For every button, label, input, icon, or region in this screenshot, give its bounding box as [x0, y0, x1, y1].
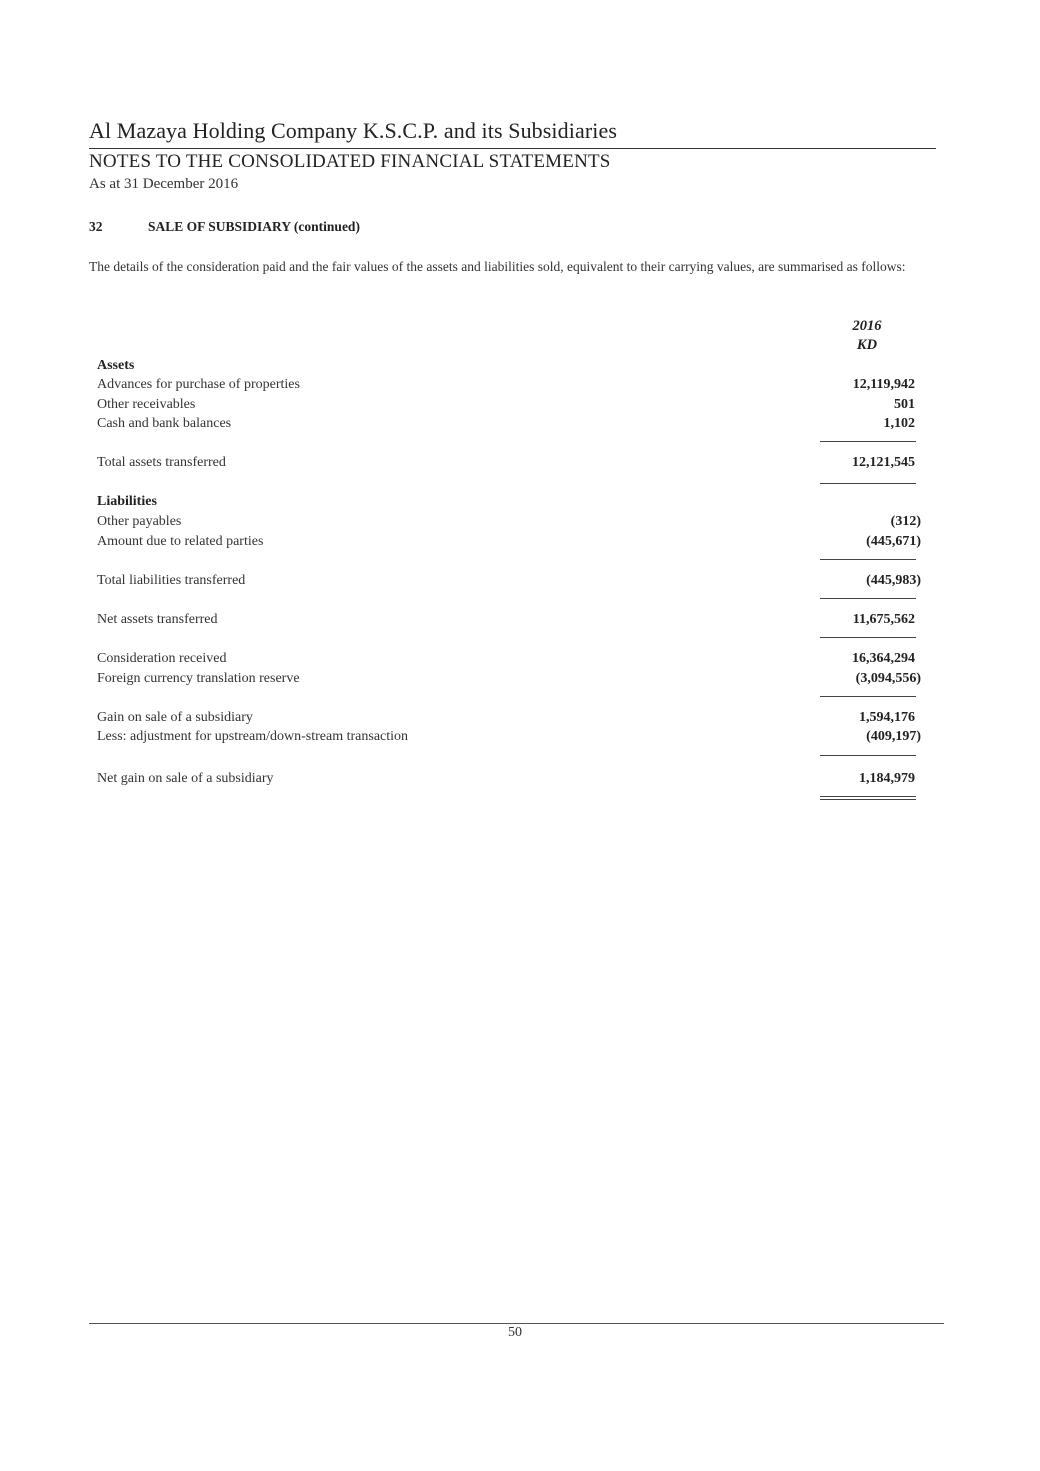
total-row: [97, 453, 927, 472]
row-label: Cash and bank balances: [97, 416, 232, 431]
note-title: SALE OF SUBSIDIARY (continued): [148, 219, 360, 234]
row-value: 11,675,562: [852, 612, 915, 627]
row-value: (445,983): [866, 573, 921, 588]
grand-total-double-rule: [820, 796, 916, 800]
table-row: [97, 649, 927, 668]
row-label: Other receivables: [97, 397, 196, 412]
liabilities-heading-row: [97, 492, 927, 511]
row-value: 1,102: [883, 416, 915, 431]
row-label: Total assets transferred: [97, 455, 226, 470]
table-row: [97, 532, 927, 551]
assets-heading-row: [97, 356, 927, 375]
table-row: [97, 414, 927, 433]
subtotal-rule: [820, 559, 916, 560]
subtotal-rule: [820, 441, 916, 442]
row-value: (445,671): [866, 534, 921, 549]
row-value: 12,121,545: [852, 455, 915, 470]
note-number: 32: [89, 219, 103, 234]
note-heading: [89, 219, 360, 235]
row-value: 501: [894, 397, 915, 412]
table-row: [97, 395, 927, 414]
subtotal-rule: [820, 637, 916, 638]
footer-rule: [89, 1323, 944, 1324]
row-value: (312): [890, 514, 921, 529]
subtotal-rule: [820, 696, 916, 697]
row-label: Less: adjustment for upstream/down-stream transaction: [97, 729, 409, 744]
row-label: Gain on sale of a subsidiary: [97, 710, 253, 725]
liabilities-heading: Liabilities: [97, 494, 157, 509]
company-title: Al Mazaya Holding Company K.S.C.P. and its Subsidiaries: [89, 118, 617, 143]
total-row: [97, 610, 927, 629]
subtotal-rule: [820, 755, 916, 756]
total-row: [97, 571, 927, 590]
intro-paragraph: The details of the consideration paid and the fair values of the assets and liabilities sold, equivalent to their carrying values, are summarised as follows:: [89, 259, 906, 274]
notes-title: NOTES TO THE CONSOLIDATED FINANCIAL STATEMENTS: [89, 151, 611, 172]
table-row: [97, 669, 927, 688]
table-row: [97, 512, 927, 531]
column-year: 2016: [852, 318, 882, 334]
row-value: (409,197): [866, 729, 921, 744]
row-label: Total liabilities transferred: [97, 573, 246, 588]
row-value: 1,184,979: [859, 771, 915, 786]
row-label: Consideration received: [97, 651, 227, 666]
row-value: 12,119,942: [852, 377, 915, 392]
assets-heading: Assets: [97, 358, 135, 373]
page-number: 50: [508, 1325, 522, 1340]
row-label: Net assets transferred: [97, 612, 218, 627]
column-unit: KD: [856, 337, 878, 353]
row-label: Foreign currency translation reserve: [97, 671, 300, 686]
table-row: [97, 708, 927, 727]
row-value: 16,364,294: [852, 651, 915, 666]
as-at-date: As at 31 December 2016: [89, 176, 239, 192]
row-value: (3,094,556): [855, 671, 921, 686]
row-label: Amount due to related parties: [97, 534, 264, 549]
row-label: Advances for purchase of properties: [97, 377, 300, 392]
total-row: [97, 769, 927, 788]
header-rule: [89, 148, 936, 149]
table-row: [97, 727, 927, 746]
row-label: Other payables: [97, 514, 182, 529]
row-value: 1,594,176: [859, 710, 915, 725]
row-label: Net gain on sale of a subsidiary: [97, 771, 274, 786]
total-rule: [820, 483, 916, 484]
subtotal-rule: [820, 598, 916, 599]
table-row: [97, 375, 927, 394]
